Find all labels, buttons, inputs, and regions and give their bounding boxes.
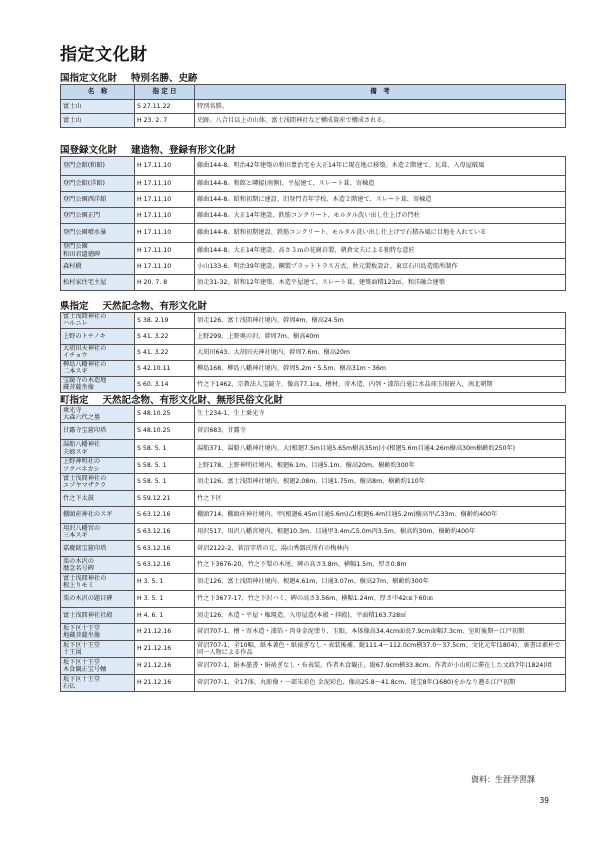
row-name: 登門会館(和館) xyxy=(61,157,135,176)
row-note: 棚頭714、棚頭産神社境内、甲(根廻6.45m目通5.6m)乙(根廻6.4m目通5.2m)樹高甲乙33m、樹齢約400年 xyxy=(195,507,566,524)
designation-table xyxy=(60,84,566,128)
row-note: 藤曲144-8。和館と隣接(南側)、平屋建て、スレート葺、寄棟造 xyxy=(195,176,566,192)
section-type: 特別名勝、史跡 xyxy=(131,73,198,84)
row-note: 菅沼707-1、檜・寄木造・漆箔・肉身金泥塗り、玉眼、本体像高34.4cm面長7.9cm面幅7.3cm、室町後期〜江戸初期 xyxy=(195,624,566,641)
table-row xyxy=(61,658,566,675)
row-note: 湯船371、湯船八幡神社境内、大(根廻7.5m目通5.65m樹高35m)小(根廻5.6m目通4.26m樹高30m樹齢約250年) xyxy=(195,440,566,458)
row-note: 菅沼707-1、全17体、丸彫像・一部朱彩色 金泥彩色、像高25.8〜41.8cm、延宝8年(1680)をかなり遡る江戸初期 xyxy=(195,675,566,692)
row-date: S 63.12.16 xyxy=(135,524,195,541)
row-note: 須走31-32。昭和12年建築、木造平屋建て、スレート葺、建築面積123㎡、和洋融合建築 xyxy=(195,275,566,291)
table-row xyxy=(61,608,566,624)
row-name: 宝鏡寺の木造地 蔵菩薩坐像 xyxy=(61,376,135,392)
row-date: S 38. 2.19 xyxy=(135,313,195,329)
table-row xyxy=(61,114,566,128)
row-date: H 20. 7. 8 xyxy=(135,275,195,291)
table-row xyxy=(61,491,566,507)
row-date: H 17.11.10 xyxy=(135,224,195,243)
row-name: 坂下区十王堂 木食観正宝号軸 xyxy=(61,658,135,675)
row-date: H 17.11.10 xyxy=(135,192,195,208)
row-note: 竹之下1462、宗教法人宝鏡寺、像高77.1㎝、檜材、寄木造、内刳・漆箔白毫に水晶球玉眼嵌入、南北朝期 xyxy=(195,376,566,392)
row-note: 用沢517、用沢八幡宮境内、根廻10.3m、目通甲3.4m乙5.0m丙3.5m、樹高約30m、樹齢約400年 xyxy=(195,524,566,541)
row-name: 富士山 xyxy=(61,114,135,128)
row-note: 柳島168、柳島八幡神社境内、幹周5.2m・5.5m、樹高31m・36m xyxy=(195,360,566,376)
table-row xyxy=(61,259,566,275)
row-date: H 4. 6. 1 xyxy=(135,608,195,624)
row-name: 坂下区十王堂 地蔵菩薩坐像 xyxy=(61,624,135,641)
row-name: 登門公園噴水暴 xyxy=(61,224,135,243)
table-row xyxy=(61,406,566,423)
row-note: 須走126、木造・平屋・権現造、入母屋造(本殿・拝殿)、平面積163.728㎡ xyxy=(195,608,566,624)
table-row xyxy=(61,524,566,541)
table-row xyxy=(61,376,566,392)
section-category: 国指定文化財 xyxy=(60,73,118,84)
section-heading xyxy=(60,70,198,84)
row-date: S 42.10.11 xyxy=(135,360,195,376)
page-number: 39 xyxy=(539,796,549,805)
table-row xyxy=(61,557,566,574)
table-row xyxy=(61,360,566,376)
section-category: 国登録文化財 xyxy=(60,145,118,156)
row-date: H 21.12.16 xyxy=(135,641,195,658)
table-row xyxy=(61,208,566,224)
row-name: 嘉慶銘宝篋印塔 xyxy=(61,541,135,557)
table-row xyxy=(61,328,566,344)
table-row xyxy=(61,541,566,557)
section-category: 町指定 xyxy=(60,395,89,406)
page-title: 指定文化財 xyxy=(60,45,148,65)
table-row xyxy=(61,243,566,259)
row-date: S 63.12.16 xyxy=(135,541,195,557)
header-note: 備 考 xyxy=(195,85,566,100)
section-category: 県指定 xyxy=(60,301,89,312)
row-date: S 27.11.22 xyxy=(135,100,195,114)
row-date: H 23. 2. 7 xyxy=(135,114,195,128)
row-date: S 58. 5. 1 xyxy=(135,440,195,458)
row-note: 須走126、富士浅間神社境内、根廻4.61m、目通3.07m、樹高27m、樹齢約300年 xyxy=(195,574,566,591)
row-name: 登門公園西洋館 xyxy=(61,192,135,208)
row-date: S 41. 3.22 xyxy=(135,328,195,344)
row-note: 生土234-1、生土乗光寺 xyxy=(195,406,566,423)
row-name: 登門公園 和田君遺徳碑 xyxy=(61,243,135,259)
row-name: 甘露寺宝篋印塔 xyxy=(61,423,135,440)
row-note: 竹之下3677-17、竹之下沢ハミ、碑の高さ3.56m、横幅1.24m、厚さ中42㎝下60㎝ xyxy=(195,591,566,608)
row-note: 菅沼2122-2、菅沼字塔の元、湯山秀器氏所有の梅林内 xyxy=(195,541,566,557)
header-name: 名 称 xyxy=(61,85,135,100)
row-note: 上野299、上野奥の沢、幹周7m、樹高40m xyxy=(195,328,566,344)
row-name: 松村家住宅主屋 xyxy=(61,275,135,291)
section-type: 天然記念物、有形文化財、無形民俗文化財 xyxy=(102,395,284,406)
table-row xyxy=(61,224,566,243)
row-date: S 63.12.16 xyxy=(135,507,195,524)
section-type: 建造物、登録有形文化財 xyxy=(131,145,236,156)
row-name: 坂下区十王堂 石仏 xyxy=(61,675,135,692)
source-note: 資料：生涯学習課 xyxy=(471,775,535,784)
row-note: 藤曲144-8。明治42年建築の和田豊治宅を大正14年に現在地に移築。木造２階建て、瓦葺、入母屋破風 xyxy=(195,157,566,176)
row-note: 史跡。八合目以上の山体、富士浅間神社など構成資産で構成される。 xyxy=(195,114,566,128)
row-note: 小山133-6。明治39年建設、鋼製プラットトラス方式、秋元製板設計、東京石川島造船所制作 xyxy=(195,259,566,275)
table-row xyxy=(61,176,566,192)
row-name: 上野神明社の ツクバネカシ xyxy=(61,458,135,474)
table-row xyxy=(61,641,566,658)
row-name: 上野のトチノキ xyxy=(61,328,135,344)
section-heading xyxy=(60,142,236,156)
row-date: S 63.12.16 xyxy=(135,557,195,574)
row-name: 富士浅間神社の 根上りモミ xyxy=(61,574,135,591)
row-date: S 58. 5. 1 xyxy=(135,458,195,474)
table-row xyxy=(61,624,566,641)
table-row xyxy=(61,157,566,176)
row-date: H 3. 5. 1 xyxy=(135,591,195,608)
row-date: S 60. 3.14 xyxy=(135,376,195,392)
table-row xyxy=(61,474,566,491)
table-header-row xyxy=(61,85,566,100)
row-name: 柳島八幡神社の 二本スギ xyxy=(61,360,135,376)
row-date: H 17.11.10 xyxy=(135,259,195,275)
section-type: 天然記念物、有形文化財 xyxy=(102,301,208,312)
row-name: 湯船八幡神社 夫婦スギ xyxy=(61,440,135,458)
row-note: 特別名勝。 xyxy=(195,100,566,114)
row-note: 竹之下3676-20、竹之下梨の木尾、碑の高さ3.8m、横幅1.5m、厚さ0.8m xyxy=(195,557,566,574)
row-date: S 48.10.25 xyxy=(135,423,195,440)
row-name: 棚頭産神社のスギ xyxy=(61,507,135,524)
table-row xyxy=(61,192,566,208)
row-date: H 17.11.10 xyxy=(135,208,195,224)
row-note: 須走126、富士浅間神社境内、幹周4m、樹高24.5m xyxy=(195,313,566,329)
row-name: 栗の木沢の題目碑 xyxy=(61,591,135,608)
row-name: 用沢八幡宮の 三本スギ xyxy=(61,524,135,541)
row-name: 栗の木沢の 暦念名号碑 xyxy=(61,557,135,574)
row-date: H 21.12.16 xyxy=(135,675,195,692)
designation-table xyxy=(60,405,566,692)
designation-table xyxy=(60,156,566,291)
row-name: 富士浅間神社の ハルニレ xyxy=(61,313,135,329)
row-note: 藤曲144-8。昭和初期建設、鉄筋コンクリート、モルタル洗い出し仕上げで石積み風に目地を入れている xyxy=(195,224,566,243)
section-heading xyxy=(60,298,207,312)
table-row xyxy=(61,591,566,608)
header-date: 指 定 日 xyxy=(135,85,195,100)
table-row xyxy=(61,423,566,440)
row-date: S 59.12.21 xyxy=(135,491,195,507)
row-name: 竹之下太鼓 xyxy=(61,491,135,507)
row-name: 富士浅間神社の エゾヤマザクラ xyxy=(61,474,135,491)
row-name: 坂下区十王堂 十王図 xyxy=(61,641,135,658)
row-date: S 58. 5. 1 xyxy=(135,474,195,491)
table-row xyxy=(61,507,566,524)
row-date: H 21.12.16 xyxy=(135,658,195,675)
row-note: 菅沼707-1、絹本墨書・絹裱ぎなし・布表装、作者木食観正、縦67.9cm横33.8cm、作者が小山町に滞在した文政7年(1824)頃 xyxy=(195,658,566,675)
row-note: 藤曲144-8。大正14年建設、鉄筋コンクリート、モルタル洗い出し仕上げの門柱 xyxy=(195,208,566,224)
row-note: 菅沼707-1、全10幅、紙本著色・紙裱ぎなし・表装後補、縦111.4〜112.0cm横37.0〜37.5cm、文化元年(1804)、裏書は素朴で同一人物による作品 xyxy=(195,641,566,658)
row-date: H 17.11.10 xyxy=(135,157,195,176)
row-note: 竹之下区 xyxy=(195,491,566,507)
row-note: 藤曲144-8。昭和初期に建設、旧登門青年学校、木造２階建て、スレート葺、寄棟造 xyxy=(195,192,566,208)
row-name: 登門公園正門 xyxy=(61,208,135,224)
row-date: H 21.12.16 xyxy=(135,624,195,641)
row-note: 上野178、上野神明社境内、根廻6.1m、目通5.1m、樹高20m、樹齢約300年 xyxy=(195,458,566,474)
table-row xyxy=(61,675,566,692)
row-date: H 3. 5. 1 xyxy=(135,574,195,591)
table-row xyxy=(61,458,566,474)
row-note: 藤曲144-8。大正14年建設、高さ３ｍの花崗岩製、朝倉文夫による独特な意匠 xyxy=(195,243,566,259)
row-date: H 17.11.10 xyxy=(135,243,195,259)
row-name: 登門会館(洋館) xyxy=(61,176,135,192)
row-date: S 41. 3.22 xyxy=(135,344,195,360)
table-row xyxy=(61,100,566,114)
designation-table xyxy=(60,312,566,393)
table-row xyxy=(61,574,566,591)
table-row xyxy=(61,313,566,329)
row-note: 菅沼683、甘露寺 xyxy=(195,423,566,440)
row-note: 大胡田643、大胡田天神社境内、幹周7.6m、樹高20m xyxy=(195,344,566,360)
table-row xyxy=(61,275,566,291)
table-row xyxy=(61,440,566,458)
row-name: 富士浅間神社社殿 xyxy=(61,608,135,624)
table-row xyxy=(61,344,566,360)
row-name: 乗光寺 大森六代之墓 xyxy=(61,406,135,423)
row-note: 須走126、富士浅間神社境内、根廻2.08m、目通1.75m、樹高8m、樹齢約110年 xyxy=(195,474,566,491)
row-name: 大胡田天神社の イチョウ xyxy=(61,344,135,360)
section-heading xyxy=(60,392,283,406)
row-name: 森村橋 xyxy=(61,259,135,275)
row-date: S 48.10.25 xyxy=(135,406,195,423)
row-date: H 17.11.10 xyxy=(135,176,195,192)
row-name: 富士山 xyxy=(61,100,135,114)
